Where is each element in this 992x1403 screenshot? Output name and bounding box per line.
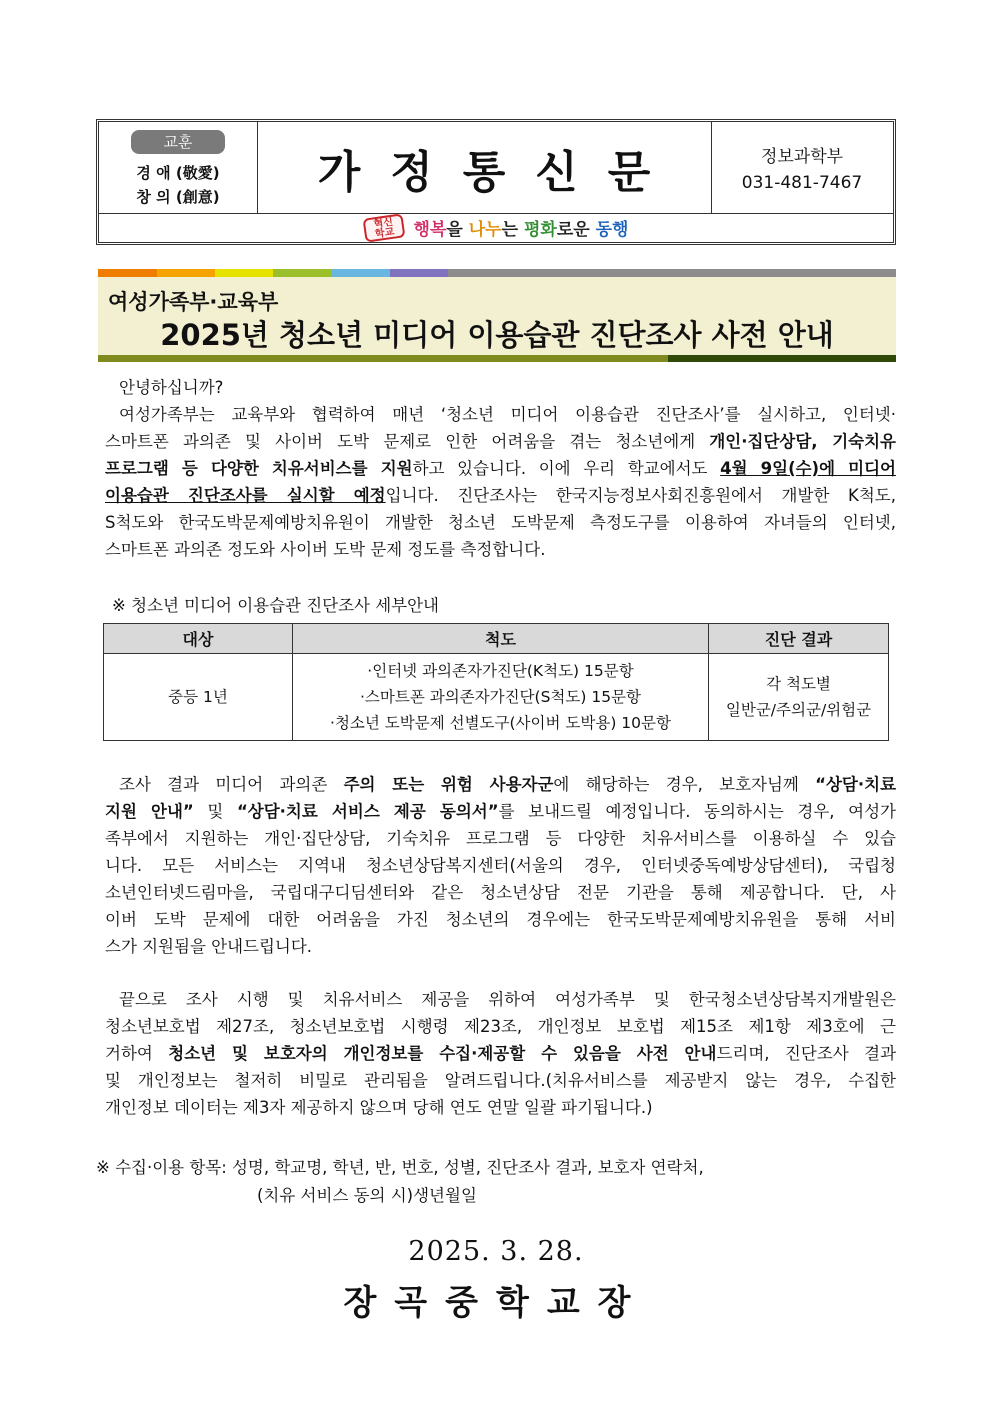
stripe-6 [390, 269, 448, 277]
stripe-3 [215, 269, 273, 277]
slogan: 행복을 나누는 평화로운 동행 [413, 220, 629, 240]
support-paragraph [105, 771, 896, 960]
slogan-row [99, 213, 893, 242]
support-line-2: 지원 안내” 및 “상담·치료 서비스 제공 동의서”를 보내드릴 예정입니다. 동의하시는 경우, 여성가 [105, 802, 896, 821]
greeting: 안녕하십니까? [119, 378, 224, 397]
banner-title: 2025년 청소년 미디어 이용습관 진단조사 사전 안내 [160, 318, 834, 352]
privacy-line-2: 청소년보호법 제27조, 청소년보호법 시행령 제23조, 개인정보 보호법 제15조 제1항 제3호에 근 [105, 1017, 896, 1036]
column-header-scale: 척도 [293, 624, 709, 654]
intro-line-5: S척도와 한국도박문제예방치유원이 개발한 청소년 도박문제 측정도구를 이용하여 자녀들의 인터넷, [105, 513, 896, 532]
support-line-4: 니다. 모든 서비스는 지역내 청소년상담복지센터(서울의 경우, 인터넷중독예방상담센터), 국립청 [105, 856, 896, 875]
privacy-line-3: 거하여 청소년 및 보호자의 개인정보를 수집·제공할 수 있음을 사전 안내드리며, 진단조사 결과 [105, 1044, 897, 1063]
intro-line-1: 여성가족부는 교육부와 협력하여 매년 ‘청소년 미디어 이용습관 진단조사’를 실시하고, 인터넷· [119, 405, 896, 424]
column-header-target: 대상 [104, 624, 293, 654]
intro-line-4: 이용습관 진단조사를 실시할 예정입니다. 진단조사는 한국지능정보사회진흥원에서 개발한 K척도, [105, 486, 896, 505]
scale-item-1: ·인터넷 과의존자가진단(K척도) 15문항 [367, 662, 634, 680]
stripe-1 [98, 269, 157, 277]
scale-item-3: ·청소년 도박문제 선별도구(사이버 도박용) 10문항 [330, 714, 671, 732]
support-line-7: 스가 지원됨을 안내드립니다. [105, 937, 313, 956]
stripe-5 [331, 269, 390, 277]
column-header-result: 진단 결과 [709, 624, 889, 654]
intro-line-2: 스마트폰 과의존 및 사이버 도박 문제로 인한 어려움을 겪는 청소년에게 개인·집단상담, 기숙치유 [105, 432, 896, 451]
details-table [103, 623, 889, 741]
motto-badge: 교훈 [131, 130, 225, 154]
support-line-5: 소년인터넷드림마을, 국립대구디딤센터와 같은 청소년상담 전문 기관을 통해 제공합니다. 단, 사 [105, 883, 896, 902]
result-cell [709, 654, 889, 741]
scale-item-2: ·스마트폰 과의존자가진단(S척도) 15문항 [359, 688, 642, 706]
intro-paragraph [105, 401, 896, 563]
result-line-1: 각 척도별 [766, 675, 831, 693]
privacy-paragraph [105, 986, 896, 1121]
title-banner [98, 269, 896, 362]
principal-signature: 장곡중학교장 [343, 1283, 649, 1323]
newsletter-header [96, 119, 896, 245]
collection-items-continued: (치유 서비스 동의 시)생년월일 [257, 1186, 477, 1205]
privacy-line-5: 개인정보 데이터는 제3자 제공하지 않으며 당해 연도 연말 일괄 파기됩니다.) [105, 1098, 653, 1117]
target-cell: 중등 1년 [104, 654, 293, 741]
privacy-line-1: 끝으로 조사 시행 및 치유서비스 제공을 위하여 여성가족부 및 한국청소년상담복지개발원은 [119, 990, 896, 1009]
innovation-school-stamp-icon: 혁신 학교 [362, 213, 405, 242]
collection-items: ※ 수집·이용 항목: 성명, 학교명, 학년, 반, 번호, 성별, 진단조사 결과, 보호자 연락처, [96, 1158, 704, 1177]
scale-cell [293, 654, 709, 741]
stripe-7 [448, 269, 896, 277]
department-name: 정보과학부 [760, 147, 844, 167]
support-line-1: 조사 결과 미디어 과의존 주의 또는 위험 사용자군에 해당하는 경우, 보호자님께 “상담·치료 [119, 775, 897, 794]
details-title: ※ 청소년 미디어 이용습관 진단조사 세부안내 [112, 596, 439, 615]
table-row [104, 654, 889, 741]
result-line-2: 일반군/주의군/위험군 [725, 701, 872, 719]
banner-subtitle: 여성가족부·교육부 [108, 290, 279, 314]
stripe-4 [273, 269, 331, 277]
stripe-2 [157, 269, 215, 277]
intro-line-6: 스마트폰 과의존 정도와 사이버 도박 문제 정도를 측정합니다. [105, 540, 546, 559]
table-header-row [104, 624, 889, 654]
document-title: 가정통신문 [317, 146, 681, 198]
phone-number: 031-481-7467 [741, 173, 863, 193]
school-motto-cell [99, 122, 258, 213]
header-top-row [99, 122, 893, 214]
support-line-6: 이버 도박 문제에 대한 어려움을 가진 청소년의 경우에는 한국도박문제예방치유원을 통해 서비 [105, 910, 896, 929]
motto-line-1: 경 애 (敬愛) [136, 164, 220, 182]
banner-bottom-bar-dark [668, 355, 896, 362]
motto-line-2: 창 의 (創意) [136, 188, 220, 206]
title-cell [257, 122, 712, 213]
support-line-3: 족부에서 지원하는 개인·집단상담, 기숙치유 프로그램 등 다양한 치유서비스를 이용하실 수 있습 [105, 829, 896, 848]
contact-cell [711, 122, 893, 213]
issue-date: 2025. 3. 28. [408, 1236, 584, 1267]
privacy-line-4: 및 개인정보는 철저히 비밀로 관리됨을 알려드립니다.(치유서비스를 제공받지 않는 경우, 수집한 [105, 1071, 896, 1090]
intro-line-3: 프로그램 등 다양한 치유서비스를 지원하고 있습니다. 이에 우리 학교에서도 4월 9일(수)에 미디어 [105, 459, 896, 478]
